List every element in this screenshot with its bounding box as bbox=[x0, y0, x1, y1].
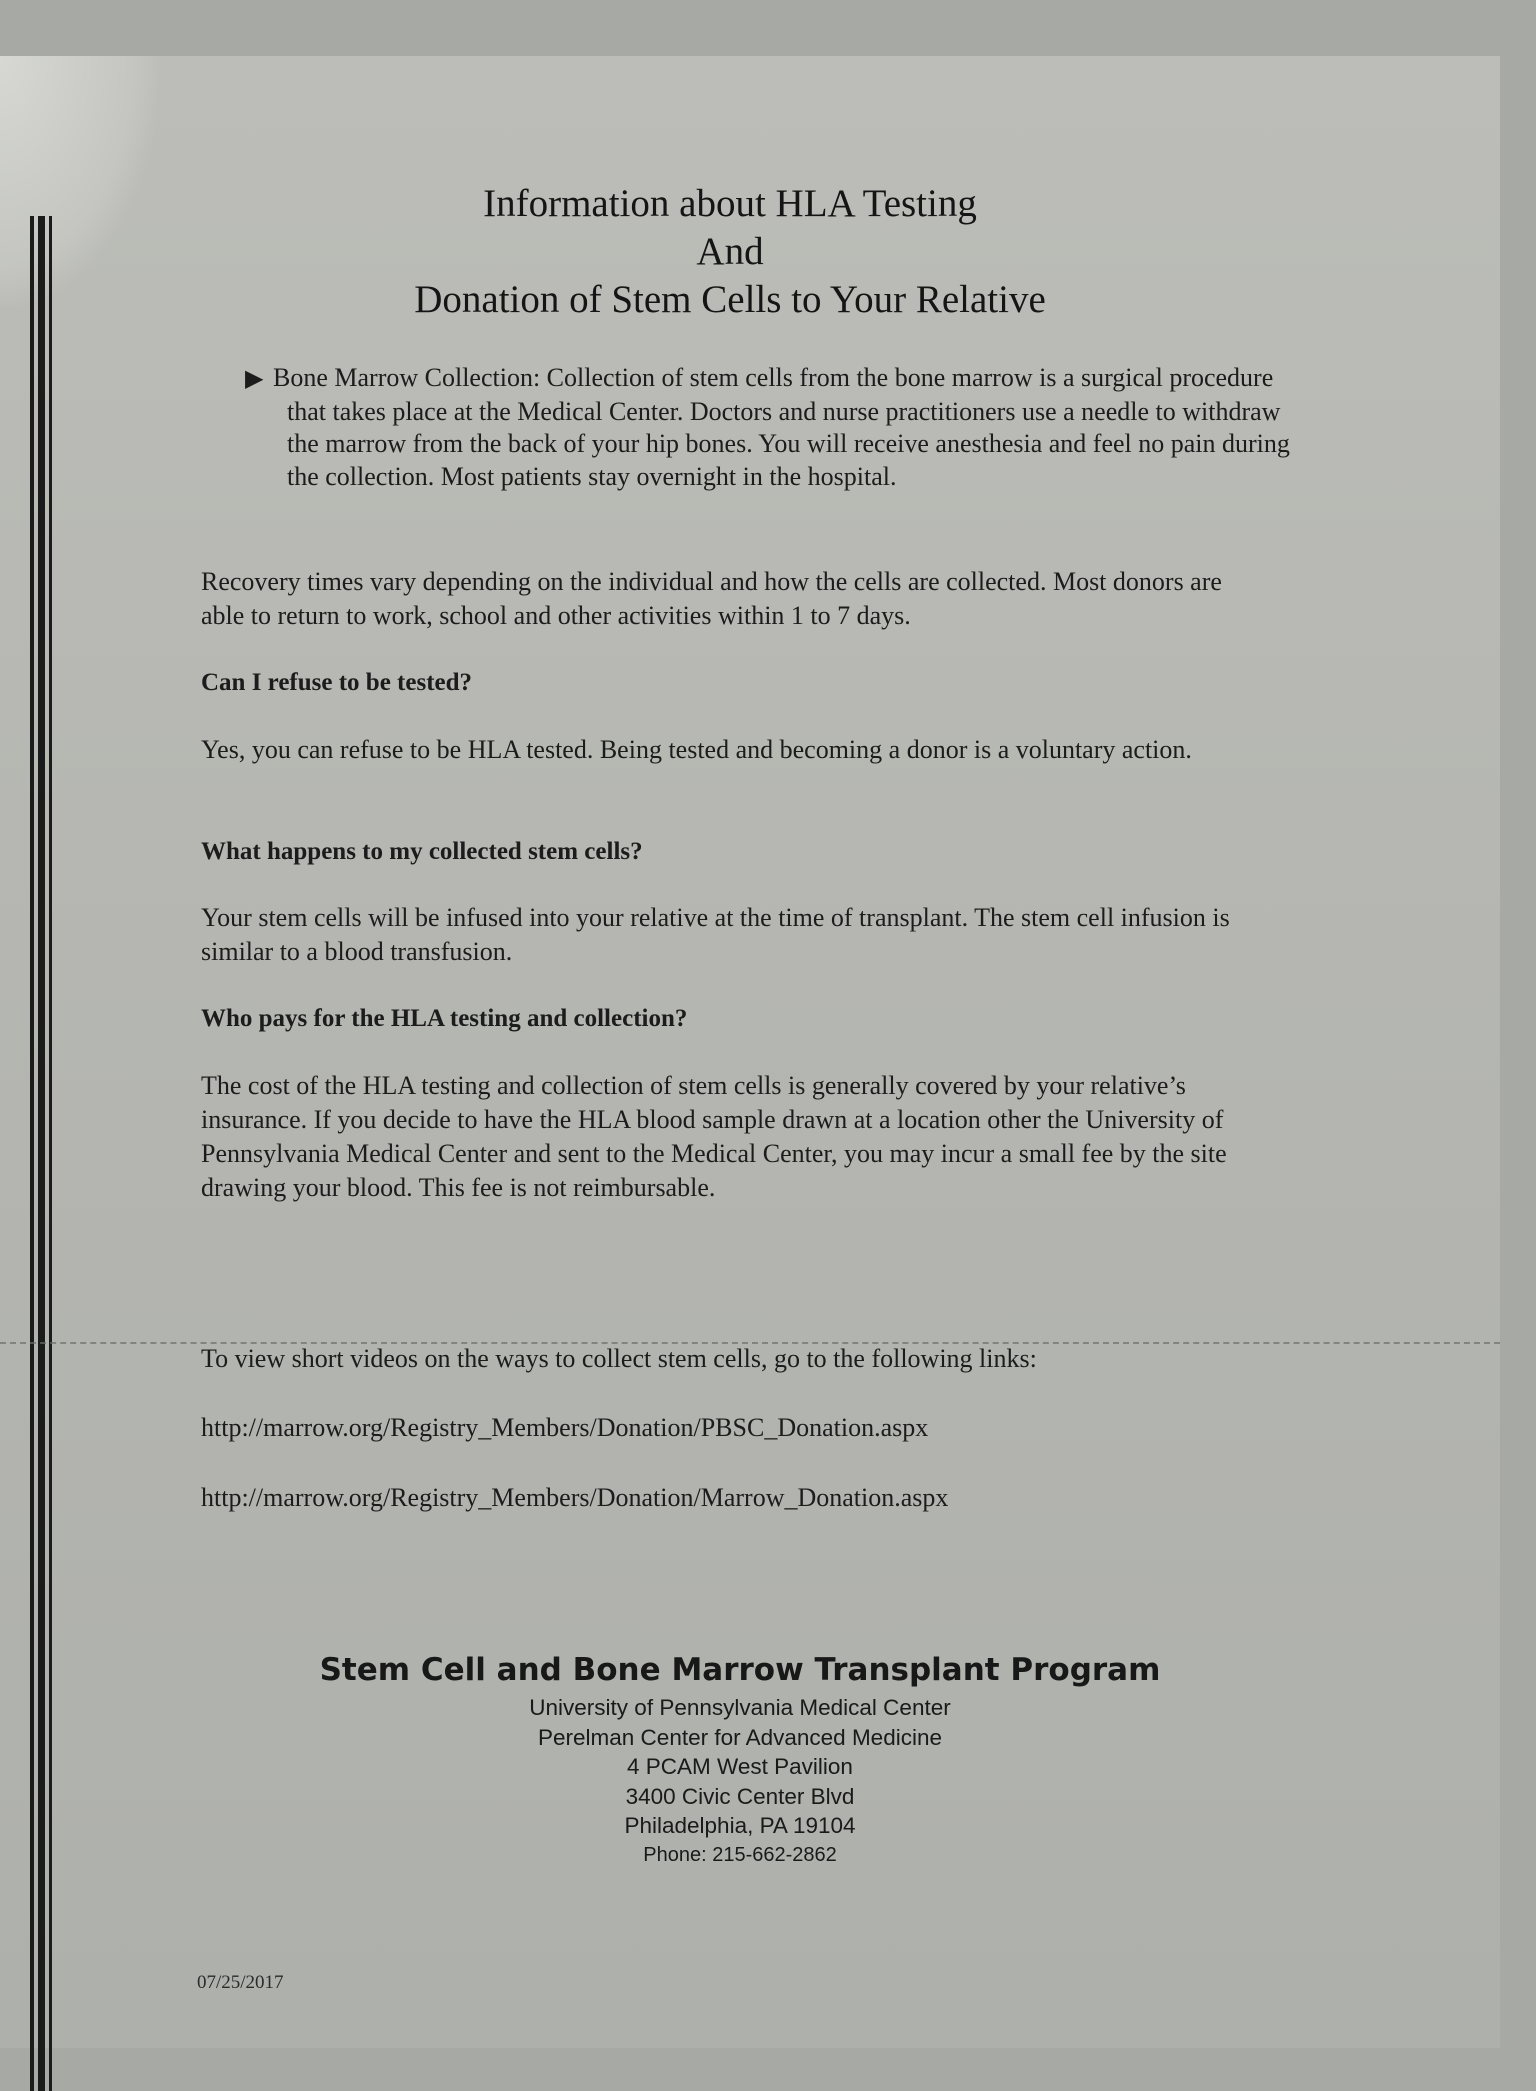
program-name: Stem Cell and Bone Marrow Transplant Program bbox=[319, 1652, 1161, 1688]
recovery-paragraph: Recovery times vary depending on the individual and how the cells are collected. Most donors are able to return to work, school and other activities within 1 to 7 days. bbox=[201, 567, 1222, 630]
section-heading-who-pays: Who pays for the HLA testing and collection? bbox=[201, 1005, 688, 1032]
section-heading-refuse: Can I refuse to be tested? bbox=[201, 669, 473, 696]
section-body-collected-cells: Your stem cells will be infused into your relative at the time of transplant. The stem cell infusion is similar to a blood transfusion. bbox=[201, 903, 1230, 966]
address-line: University of Pennsylvania Medical Center bbox=[529, 1695, 951, 1720]
address-line: 3400 Civic Center Blvd bbox=[625, 1783, 855, 1809]
border-rule bbox=[49, 216, 52, 2091]
video-link-marrow[interactable]: http://marrow.org/Registry_Members/Donation/Marrow_Donation.aspx bbox=[201, 1483, 949, 1512]
title-line-2: And bbox=[696, 230, 764, 273]
left-border-rules bbox=[30, 216, 54, 2091]
page-curl bbox=[0, 56, 160, 306]
document-title bbox=[330, 180, 1130, 324]
program-address bbox=[340, 1693, 1140, 1870]
address-line: Perelman Center for Advanced Medicine bbox=[538, 1724, 942, 1750]
title-line-3: Donation of Stem Cells to Your Relative bbox=[414, 278, 1046, 321]
video-link-pbsc[interactable]: http://marrow.org/Registry_Members/Donation/PBSC_Donation.aspx bbox=[201, 1413, 929, 1442]
section-body-who-pays: The cost of the HLA testing and collection of stem cells is generally covered by your relative’s insurance. If you decide to have the HLA blood sample drawn at a location other the University of Pennsylvania Medical Center and sent to the Medical Center, you may incur a small fee by the site drawing your blood. This fee is not reimbursable. bbox=[201, 1071, 1227, 1202]
bullet-arrow-icon: ▶ bbox=[245, 366, 264, 392]
bullet-text: Bone Marrow Collection: Collection of stem cells from the bone marrow is a surgical procedure that takes place at the Medical Center. Doctors and nurse practitioners use a needle to withdraw the marrow from the back of your hip bones. You will receive anesthesia and feel no pain during the collection. Most patients stay overnight in the hospital. bbox=[273, 363, 1290, 491]
address-line: 4 PCAM West Pavilion bbox=[627, 1754, 853, 1779]
section-body-refuse: Yes, you can refuse to be HLA tested. Being tested and becoming a donor is a voluntary action. bbox=[201, 735, 1192, 764]
border-rule bbox=[30, 216, 34, 2091]
address-line: Philadelphia, PA 19104 bbox=[624, 1813, 856, 1838]
document-date: 07/25/2017 bbox=[197, 1972, 284, 1993]
bone-marrow-bullet bbox=[245, 362, 1307, 493]
phone-number: Phone: 215-662-2862 bbox=[643, 1843, 837, 1866]
videos-intro: To view short videos on the ways to collect stem cells, go to the following links: bbox=[201, 1344, 1037, 1373]
section-heading-collected-cells: What happens to my collected stem cells? bbox=[201, 838, 643, 865]
title-line-1: Information about HLA Testing bbox=[483, 182, 977, 225]
border-rule bbox=[38, 216, 45, 2091]
